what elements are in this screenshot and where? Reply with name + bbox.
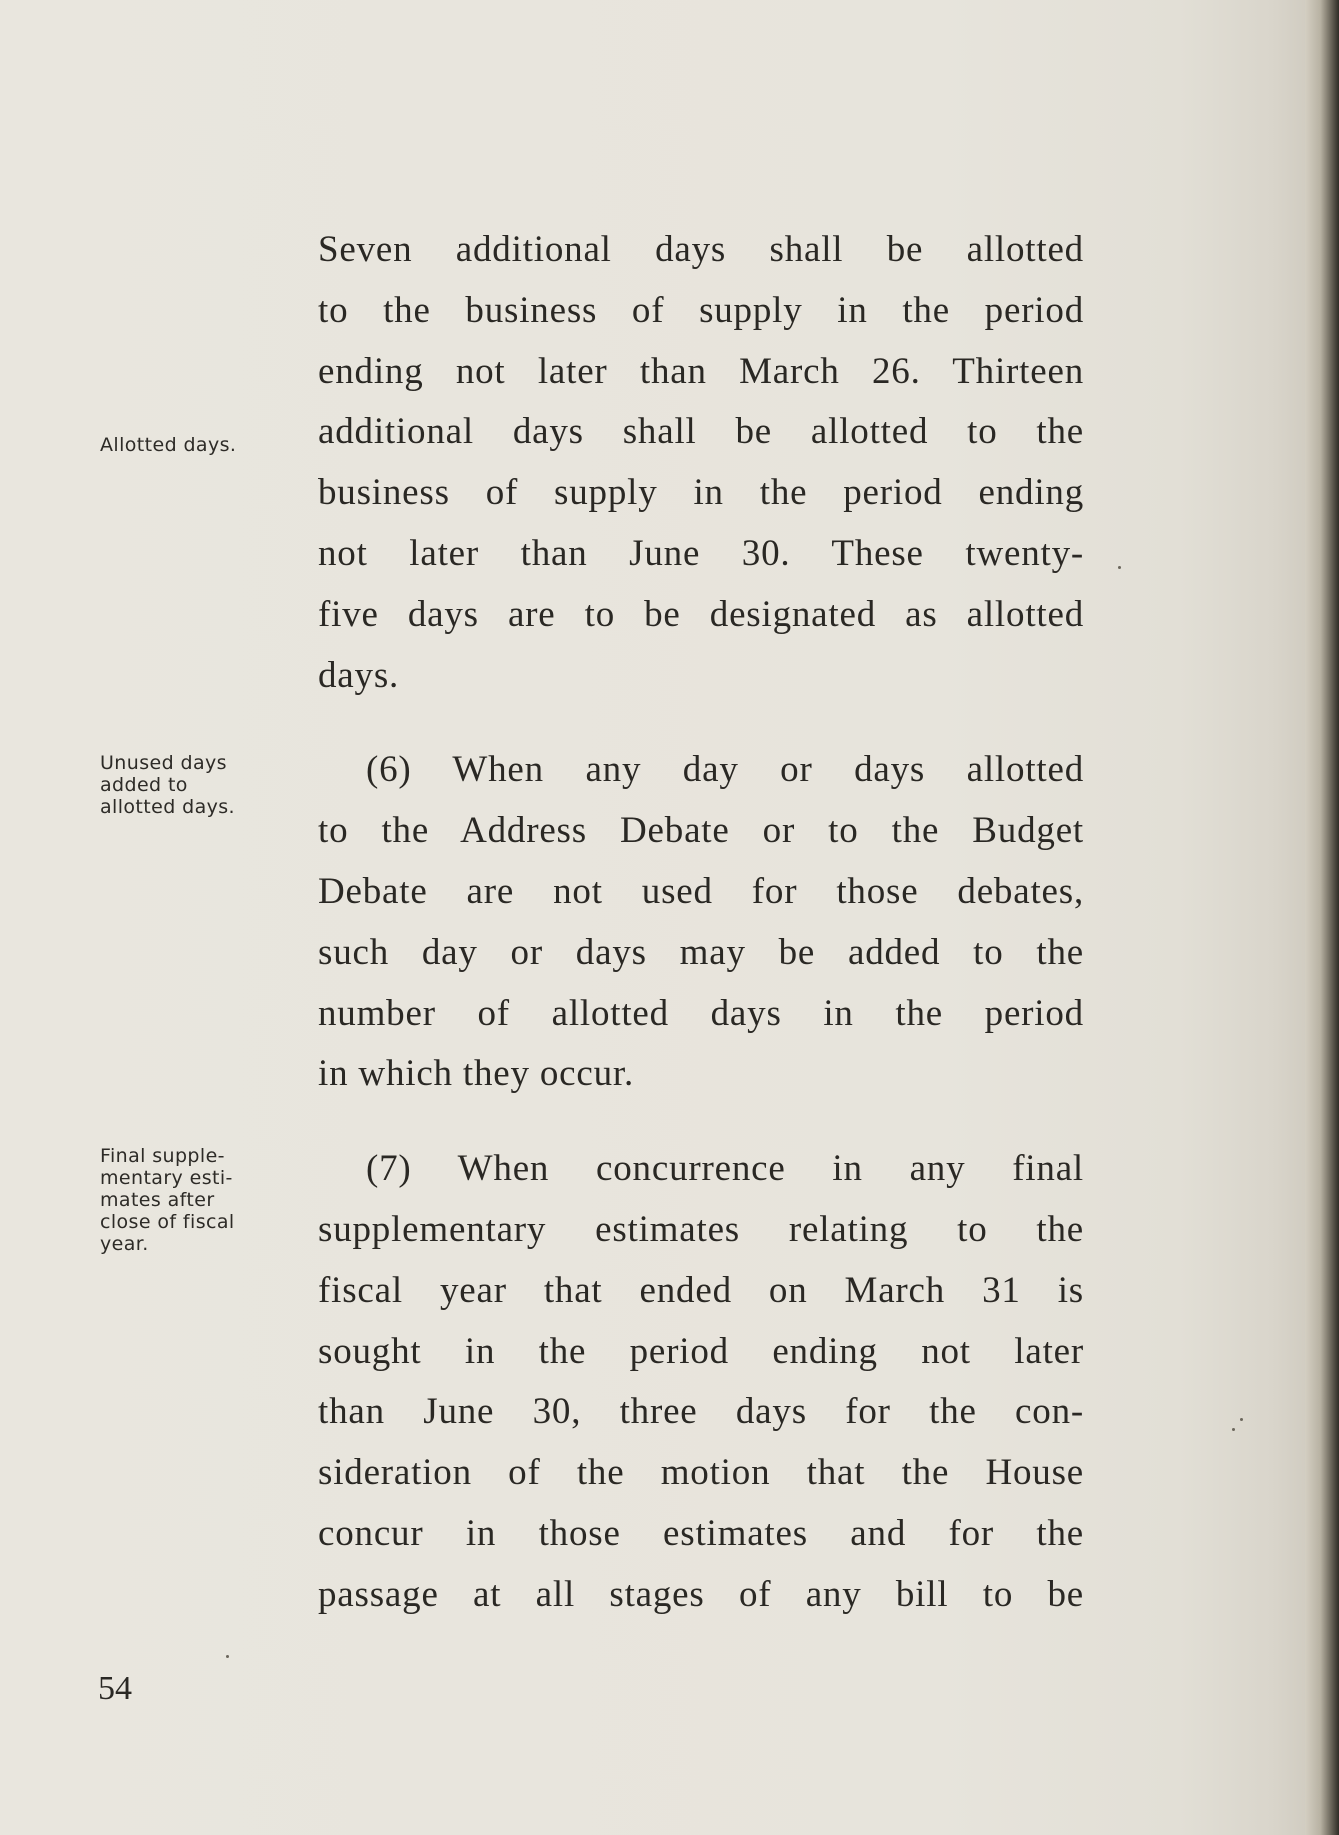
margin-note-line: added to bbox=[100, 774, 188, 796]
text-line: additional days shall be allotted to the bbox=[318, 411, 1084, 453]
paragraph-6-unused-days bbox=[318, 740, 1084, 1105]
margin-note-line: allotted days. bbox=[100, 796, 236, 818]
paragraph-gap bbox=[318, 706, 1084, 740]
text-line: supplementary estimates relating to the bbox=[318, 1208, 1084, 1250]
text-line: such day or days may be added to the bbox=[318, 931, 1084, 973]
text-line: than June 30, three days for the con- bbox=[318, 1391, 1084, 1433]
text-line: concur in those estimates and for the bbox=[318, 1512, 1084, 1554]
text-line: to the business of supply in the period bbox=[318, 289, 1084, 331]
margin-note-allotted-days bbox=[100, 434, 280, 456]
text-line: number of allotted days in the period bbox=[318, 992, 1084, 1034]
text-line: sought in the period ending not later bbox=[318, 1330, 1084, 1372]
paper-speck bbox=[1232, 1428, 1235, 1431]
text-line: sideration of the motion that the House bbox=[318, 1452, 1084, 1494]
margin-note-final-supplementary bbox=[100, 1145, 280, 1255]
text-line: in which they occur. bbox=[318, 1053, 635, 1095]
book-spine-shadow bbox=[1305, 0, 1339, 1835]
text-line: (6) When any day or days allotted bbox=[366, 749, 1084, 791]
margin-note-line: Unused days bbox=[100, 752, 227, 774]
margin-note-line: Final supple- bbox=[100, 1145, 225, 1167]
text-line: (7) When concurrence in any final bbox=[366, 1148, 1084, 1190]
paragraph-gap bbox=[318, 1105, 1084, 1139]
page-number: 54 bbox=[98, 1670, 132, 1707]
paragraph-7-final-supplementary bbox=[318, 1139, 1084, 1625]
text-line: to the Address Debate or to the Budget bbox=[318, 810, 1084, 852]
margin-note-line: Allotted days. bbox=[100, 434, 237, 456]
margin-note-line: mentary esti- bbox=[100, 1167, 233, 1189]
margin-note-line: mates after bbox=[100, 1189, 215, 1211]
text-line: ending not later than March 26. Thirteen bbox=[318, 350, 1084, 392]
margin-note-line: year. bbox=[100, 1233, 149, 1255]
text-line: business of supply in the period ending bbox=[318, 472, 1084, 514]
text-line: five days are to be designated as allotted bbox=[318, 593, 1084, 635]
margin-note-unused-days bbox=[100, 752, 280, 818]
body-text bbox=[318, 220, 1084, 1626]
text-line: fiscal year that ended on March 31 is bbox=[318, 1269, 1084, 1311]
paper-speck bbox=[1118, 566, 1121, 569]
text-line: passage at all stages of any bill to be bbox=[318, 1573, 1084, 1615]
margin-note-line: close of fiscal bbox=[100, 1211, 235, 1233]
text-line: days. bbox=[318, 654, 400, 696]
text-line: not later than June 30. These twenty- bbox=[318, 532, 1084, 574]
text-line: Debate are not used for those debates, bbox=[318, 870, 1084, 912]
text-line: Seven additional days shall be allotted bbox=[318, 229, 1084, 270]
paragraph-seven-additional-days bbox=[318, 220, 1084, 706]
paper-speck bbox=[1240, 1418, 1243, 1421]
paper-speck bbox=[226, 1655, 229, 1658]
